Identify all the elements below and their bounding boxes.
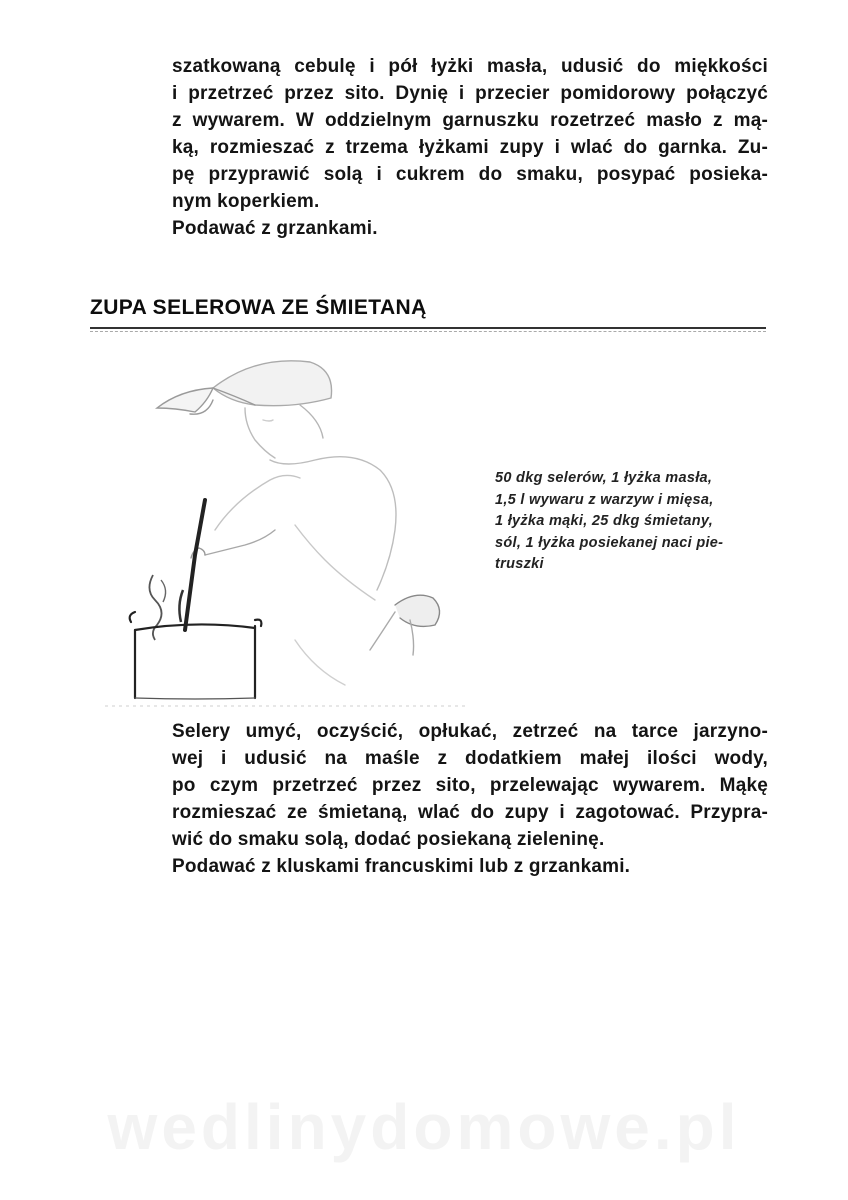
cook-illustration bbox=[95, 350, 495, 710]
ingredient-line: sól, 1 łyżka posiekanej naci pie- bbox=[495, 534, 724, 551]
text-line: rozmieszać ze śmietaną, wlać do zupy i zagotować. Przypra- bbox=[172, 802, 768, 823]
serving-note: Podawać z grzankami. bbox=[172, 218, 378, 239]
watermark: wedlinydomowe.pl bbox=[107, 1091, 741, 1163]
text-line: nym koperkiem. bbox=[172, 191, 320, 212]
text-line: pę przyprawić solą i cukrem do smaku, posypać posieka- bbox=[172, 164, 768, 185]
ingredient-line: truszki bbox=[495, 556, 544, 572]
method-paragraph bbox=[172, 718, 768, 880]
text-line: Selery umyć, oczyścić, opłukać, zetrzeć na tarce jarzyno- bbox=[172, 721, 768, 742]
text-line: szatkowaną cebulę i pół łyżki masła, udusić do miękkości bbox=[172, 56, 768, 77]
text-line: wić do smaku solą, dodać posiekaną zieleninę. bbox=[172, 829, 605, 850]
text-line: i przetrzeć przez sito. Dynię i przecier pomidorowy połączyć bbox=[172, 83, 768, 104]
text-line: po czym przetrzeć przez sito, przelewając wywarem. Mąkę bbox=[172, 775, 768, 796]
ingredients-list bbox=[495, 468, 767, 576]
text-line: z wywarem. W oddzielnym garnuszku rozetrzeć masło z mą- bbox=[172, 110, 768, 131]
title-underline bbox=[90, 327, 766, 329]
ingredient-line: 1 łyżka mąki, 25 dkg śmietany, bbox=[495, 513, 714, 529]
ingredient-line: 50 dkg selerów, 1 łyżka masła, bbox=[495, 470, 713, 486]
serving-note: Podawać z kluskami francuskimi lub z grzankami. bbox=[172, 856, 631, 877]
title-underline-dashed bbox=[90, 331, 766, 333]
text-line: ką, rozmieszać z trzema łyżkami zupy i wlać do garnka. Zu- bbox=[172, 137, 768, 158]
intro-paragraph bbox=[172, 53, 768, 242]
recipe-title: ZUPA SELEROWA ZE ŚMIETANĄ bbox=[90, 296, 427, 319]
text-line: wej i udusić na maśle z dodatkiem małej ilości wody, bbox=[172, 748, 768, 769]
ingredient-line: 1,5 l wywaru z warzyw i mięsa, bbox=[495, 491, 714, 508]
